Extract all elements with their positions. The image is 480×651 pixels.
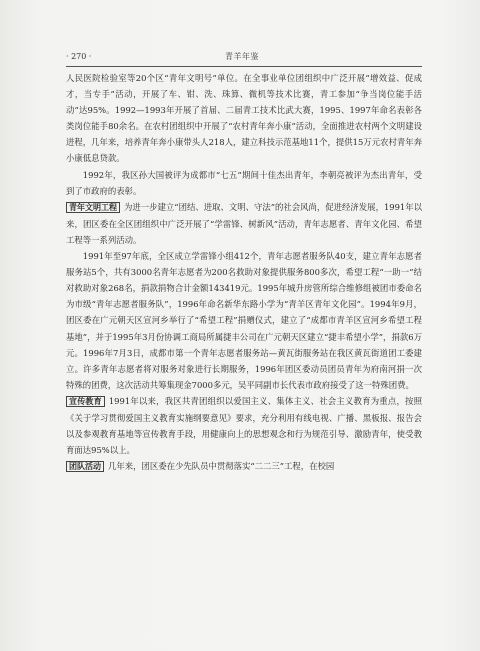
paragraph-text: 1991年以来，我区共青团组织以爱国主义、集体主义、社会主义教育为重点，按照《关于学习贯彻爱国主义教育实施纲要意见》要求，充分利用有线电视、广播、黑板报、报告会以及参观教育基地等宣传教育手段，用健康向上的思想观念和行为规范引导、激励青年，使受教育面达95%以上。: [66, 395, 423, 456]
page-number: · 270 ·: [66, 52, 92, 61]
body-text: [66, 70, 422, 475]
section-tag-team-activities: 团队活动: [66, 461, 104, 472]
paragraph-youth-civilization: [66, 199, 422, 248]
paragraph-text: 为进一步建立“团结、进取、文明、守法”的社会风尚，促进经济发展，1991年以来，团区委在全区团组织中广泛开展了“学雷锋、树新风”活动，青年志愿者、青年文化园、希望工程等一系列活动。: [66, 201, 423, 245]
section-tag-propaganda: 宣传教育: [66, 396, 105, 407]
section-tag-youth-civilization: 青年文明工程: [66, 202, 120, 213]
paragraph-propaganda: [66, 393, 422, 458]
page-header: [66, 50, 418, 64]
running-title: 青羊年鉴: [225, 52, 259, 61]
paragraph-team-activities: [66, 458, 422, 475]
paragraph-4: 1991年至97年底，全区成立学雷锋小组412个，青年志愿者服务队40支，建立青年志愿者服务站5个，共有3000名青年志愿者为200名救助对象提供服务800多次，希望工程“一助一”结对救助对象268名，捐款捐物合计金额143419元。1995年城升房管所综合维修组被团市委命名为市级“青年志愿者服务队”，1996年命名新华东路小学为“青羊区青年文化园”。1994年9月，团区委在广元朝天区宣河乡举行了“希望工程”捐赠仪式，建立了“成都市青羊区宣河乡希望工程基地”，并于1995年3月份协调工商局所属捷丰公司在广元朝天区建立“捷丰希望小学”，捐款6万元。1996年7月3日，成都市第一个青年志愿者服务站—黄瓦街服务站在我区黄瓦街道团工委建立。许多青年志愿者将对服务对象进行长期服务，1996年团区委动员团员青年为府南河捐一次特殊的团费，这次活动共筹集现金7000多元，吴平同副市长代表市政府接受了这一特殊团费。: [66, 251, 422, 390]
paragraph-text: 几年来，团区委在少先队员中贯彻落实“二二三”工程，在校园: [108, 461, 335, 472]
paragraph-1: 人民医院检验室等20个区“青年文明号”单位。在全事业单位团组织中广泛开展“增效益、促成才，当专手”活动，开展了车、钳、洗、珠算、微机等技术比赛，青工参加“争当岗位能手活动”达95%。1992—1993年开展了首届、二届青工技术比武大赛，1995、1997年命名表彰各类岗位能手80余名。在农村团组织中开展了“农村青年奔小康”活动，全面推进农村两个文明建设进程，几年来，培养青年奔小康带头人218人，建立科技示范基地11个，提供15万元农村青年奔小康低息贷款。: [66, 73, 422, 164]
paragraph-2: 1992年，我区孙大国被评为成都市“七五”期间十佳杰出青年，李朝亮被评为杰出青年，受到了市政府的表彰。: [66, 169, 422, 196]
header-rule: [66, 66, 422, 67]
